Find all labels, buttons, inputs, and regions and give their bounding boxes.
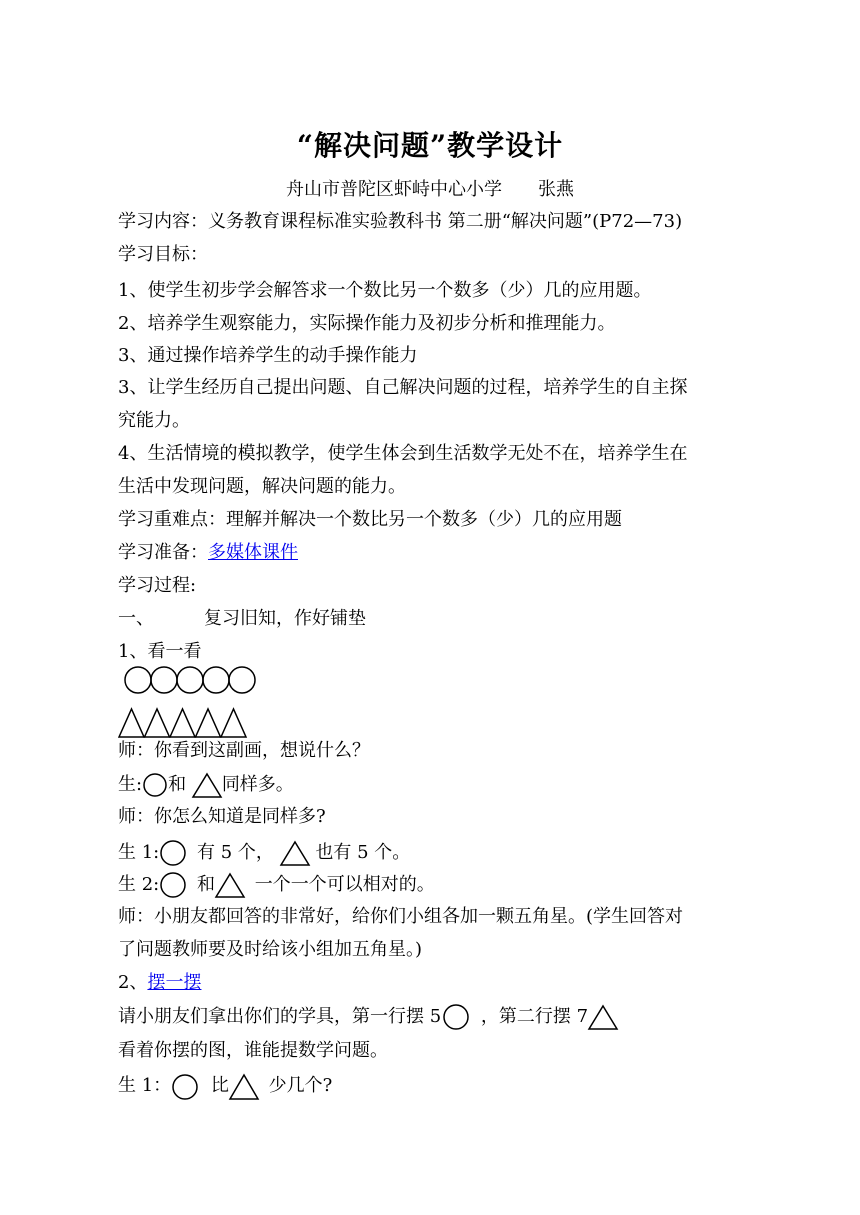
circle-icon — [441, 1004, 471, 1030]
circle-shape — [203, 667, 229, 693]
student-question: 少几个? — [268, 1075, 333, 1096]
student-line — [118, 772, 294, 798]
goal-line: 2、培养学生观察能力，实际操作能力及初步分析和推理能力。 — [118, 313, 616, 334]
step-2-label — [118, 972, 201, 994]
comparison-word: 比 — [210, 1075, 229, 1096]
author-line: 舟山市普陀区虾峙中心小学 张燕 — [286, 179, 574, 200]
triangle-icon — [215, 872, 245, 898]
arrange-link[interactable]: 摆一摆 — [147, 972, 202, 993]
student-answer: 有 5 个， — [196, 842, 274, 863]
circle-icon — [142, 773, 168, 797]
teacher-line: 师：小朋友都回答的非常好，给你们小组各加一颗五角星。(学生回答对 — [118, 906, 684, 927]
section-1-heading — [118, 608, 366, 630]
section-number: 一、 — [118, 608, 154, 629]
student-answer: 同样多。 — [221, 774, 294, 795]
student-line — [118, 1072, 332, 1100]
speaker-label: 生 2: — [118, 874, 160, 895]
goal-line: 生活中发现问题，解决问题的能力。 — [118, 476, 406, 497]
goal-line: 1、使学生初步学会解答求一个数比另一个数多（少）几的应用题。 — [118, 280, 652, 301]
content-line: 学习内容：义务教育课程标准实验教科书 第二册“解决问题”(P72—73) — [118, 211, 683, 232]
circle-shape — [151, 667, 177, 693]
section-title: 复习旧知，作好铺垫 — [204, 608, 366, 629]
teacher-line: 师：你看到这副画，想说什么？ — [118, 740, 370, 761]
instruction-line — [118, 1004, 618, 1030]
conjunction: 和 — [168, 774, 187, 795]
teacher-line: 师：你怎么知道是同样多? — [118, 806, 326, 827]
step-1-label: 1、看一看 — [118, 641, 202, 662]
circle-icon — [171, 1072, 199, 1100]
circle-row — [124, 665, 264, 695]
step-number: 2、 — [118, 972, 148, 993]
triangle-shape — [170, 709, 195, 737]
speaker-label: 生 1: — [118, 842, 160, 863]
speaker-label: 生: — [118, 774, 143, 795]
goals-heading: 学习目标： — [118, 244, 208, 265]
teacher-line: 了问题教师要及时给该小组加五角星。) — [118, 939, 423, 960]
triangle-icon — [588, 1004, 618, 1030]
conjunction: 和 — [196, 874, 215, 895]
instruction-text: ，第二行摆 7 — [480, 1006, 589, 1027]
goal-line: 3、通过操作培养学生的动手操作能力 — [118, 345, 418, 366]
document-title: “解决问题”教学设计 — [296, 129, 564, 162]
circle-shape — [177, 667, 203, 693]
instruction-text: 请小朋友们拿出你们的学具，第一行摆 5 — [118, 1006, 442, 1027]
circle-shape — [125, 667, 151, 693]
process-heading: 学习过程: — [118, 575, 197, 596]
triangle-shape — [145, 709, 170, 737]
triangle-row — [118, 707, 253, 739]
triangle-icon — [192, 772, 222, 798]
triangle-icon — [229, 1072, 259, 1100]
triangle-shape — [196, 709, 221, 737]
circle-icon — [159, 872, 187, 898]
circle-shape — [229, 667, 255, 693]
triangle-shape — [221, 709, 246, 737]
triangle-icon — [280, 840, 310, 866]
student-line — [118, 872, 435, 898]
student-line — [118, 840, 410, 866]
goal-line: 4、生活情境的模拟教学，使学生体会到生活数学无处不在，培养学生在 — [118, 443, 688, 464]
key-points: 学习重难点：理解并解决一个数比另一个数多（少）几的应用题 — [118, 509, 622, 530]
multimedia-courseware-link[interactable]: 多媒体课件 — [208, 542, 298, 563]
student-answer: 也有 5 个。 — [315, 842, 411, 863]
speaker-label: 生 1： — [118, 1075, 172, 1096]
goal-line: 究能力。 — [118, 410, 190, 431]
circle-icon — [159, 840, 187, 866]
goal-line: 3、让学生经历自己提出问题、自己解决问题的过程，培养学生的自主探 — [118, 377, 688, 398]
instruction-line: 看着你摆的图，谁能提数学问题。 — [118, 1040, 388, 1061]
student-answer: 一个一个可以相对的。 — [254, 874, 435, 895]
triangle-shape — [119, 709, 144, 737]
prep-line — [118, 542, 298, 564]
prep-label: 学习准备： — [118, 542, 208, 563]
